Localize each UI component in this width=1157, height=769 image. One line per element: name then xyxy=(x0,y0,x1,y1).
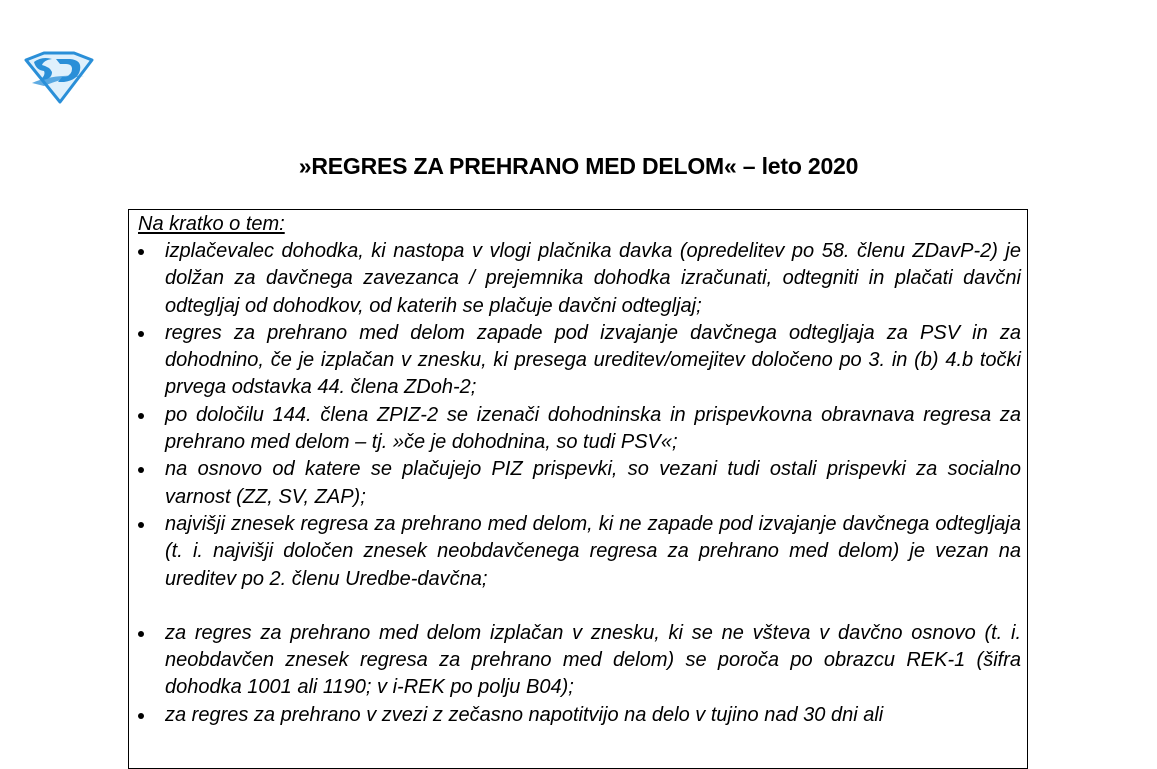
bullet-icon xyxy=(138,713,144,719)
list-item xyxy=(165,402,1021,457)
list-item xyxy=(165,511,1021,593)
sd-logo-icon xyxy=(22,50,96,104)
page-title: »REGRES ZA PREHRANO MED DELOM« – leto 2020 xyxy=(298,153,859,179)
bullet-icon xyxy=(138,467,144,473)
bullet-icon xyxy=(138,631,144,637)
list-item-text: po določilu 144. člena ZPIZ-2 se izenači dohodninska in prispevkovna obravnava regresa za prehrano med delom – tj. »če je dohodnina, so tudi PSV«; xyxy=(165,403,1021,454)
list-item-text: izplačevalec dohodka, ki nastopa v vlogi plačnika davka (opredelitev po 58. členu ZDavP-2) je dolžan za davčnega zavezanca / prejemnika dohodka izračunati, odtegniti in plačati davčni odtegljaj od dohodkov, od katerih se plačuje davčni odtegljaj; xyxy=(165,240,1021,317)
box-heading: Na kratko o tem: xyxy=(138,213,285,235)
summary-box xyxy=(128,209,1028,769)
bullet-list xyxy=(165,238,1021,729)
list-item xyxy=(165,456,1021,511)
list-item-text: najvišji znesek regresa za prehrano med delom, ki ne zapade pod izvajanje davčnega odtegljaja (t. i. najvišji določen znesek neobdavčenega regresa za prehrano med delom) je vezan na ureditev po 2. členu Uredbe-davčna; xyxy=(165,512,1021,590)
bullet-icon xyxy=(138,522,144,528)
list-item xyxy=(165,620,1021,702)
bullet-icon xyxy=(138,413,144,419)
bullet-icon xyxy=(138,249,144,255)
list-item xyxy=(165,702,1021,729)
list-item-text: na osnovo od katere se plačujejo PIZ prispevki, so vezani tudi ostali prispevki za socialno varnost (ZZ, SV, ZAP); xyxy=(165,458,1021,508)
list-item-text: za regres za prehrano v zvezi z zečasno napotitvijo na delo v tujino nad 30 dni ali xyxy=(165,703,884,726)
bullet-icon xyxy=(138,331,144,337)
list-item-text: za regres za prehrano med delom izplačan v znesku, ki se ne všteva v davčno osnovo (t. i. neobdavčen znesek regresa za prehrano med delom) se poroča po obrazcu REK-1 (šifra dohodka 1001 ali 1190; v i-REK po polju B04); xyxy=(165,621,1021,699)
list-item-text: regres za prehrano med delom zapade pod izvajanje davčnega odtegljaja za PSV in za dohodnino, če je izplačan v znesku, ki presega ureditev/omejitev določeno po 3. in (b) 4.b točki prvega odstavka 44. člena ZDoh-2; xyxy=(165,321,1021,399)
list-item xyxy=(165,238,1021,320)
list-item xyxy=(165,320,1021,402)
